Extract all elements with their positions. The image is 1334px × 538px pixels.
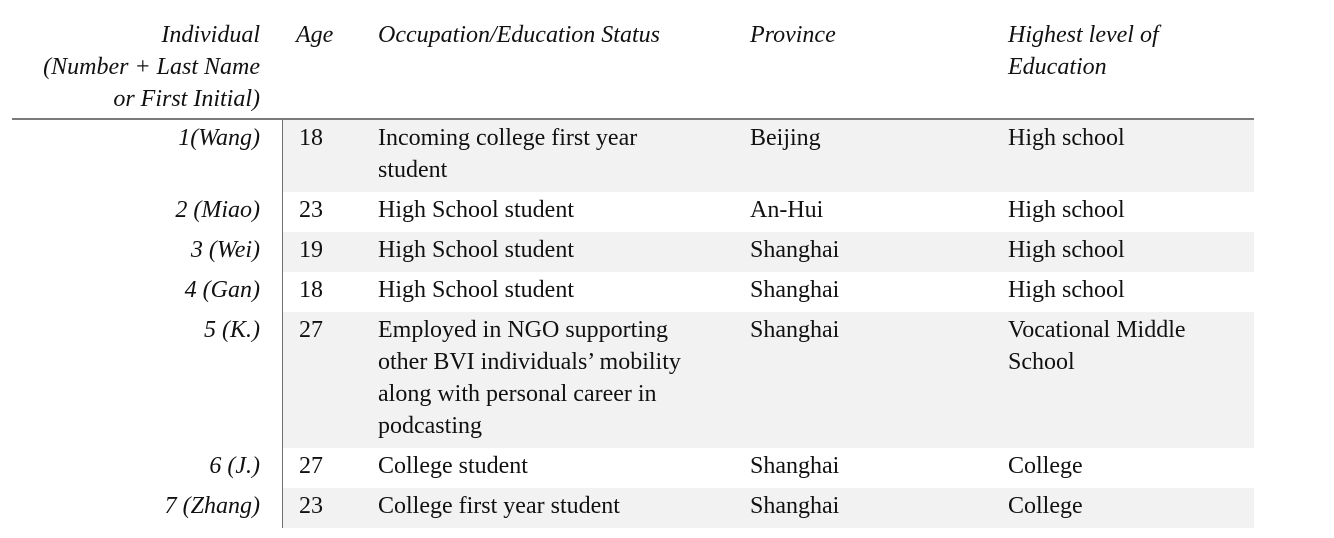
header-education-line: Highest level of <box>1008 22 1159 48</box>
cell-occupation <box>364 120 750 192</box>
header-education <box>1008 0 1254 118</box>
cell-occupation: College first year student <box>364 488 750 528</box>
participants-table <box>12 0 1254 528</box>
table-row <box>12 120 1254 192</box>
cell-individual: 2 (Miao) <box>12 192 282 232</box>
cell-occupation-line: other BVI individuals’ mobility <box>378 349 681 375</box>
cell-occupation-line: podcasting <box>378 413 482 439</box>
table-row <box>12 192 1254 232</box>
cell-education: College <box>1008 448 1254 488</box>
table-row <box>12 232 1254 272</box>
cell-age: 23 <box>282 488 364 528</box>
cell-occupation: College student <box>364 448 750 488</box>
header-individual-line: (Number + Last Name <box>43 54 260 80</box>
cell-education: High school <box>1008 272 1254 312</box>
cell-education-line: School <box>1008 349 1075 375</box>
cell-age: 19 <box>282 232 364 272</box>
cell-province: Shanghai <box>750 448 1008 488</box>
cell-age: 27 <box>282 448 364 488</box>
cell-province: Shanghai <box>750 488 1008 528</box>
cell-individual: 6 (J.) <box>12 448 282 488</box>
cell-age: 18 <box>282 120 364 192</box>
cell-age: 27 <box>282 312 364 448</box>
cell-province: Shanghai <box>750 272 1008 312</box>
cell-age: 18 <box>282 272 364 312</box>
cell-education-line: Vocational Middle <box>1008 317 1186 343</box>
table-header-row <box>12 0 1254 120</box>
cell-education: High school <box>1008 120 1254 192</box>
cell-education: High school <box>1008 232 1254 272</box>
cell-education: High school <box>1008 192 1254 232</box>
cell-occupation: High School student <box>364 232 750 272</box>
header-individual-line: or First Initial) <box>113 86 260 112</box>
cell-occupation: High School student <box>364 192 750 232</box>
cell-occupation-line: student <box>378 157 448 183</box>
cell-education <box>1008 312 1254 448</box>
header-occupation: Occupation/Education Status <box>378 22 660 48</box>
table-row <box>12 488 1254 528</box>
cell-province: Shanghai <box>750 232 1008 272</box>
cell-individual: 1(Wang) <box>12 120 282 192</box>
table-row <box>12 272 1254 312</box>
cell-individual: 7 (Zhang) <box>12 488 282 528</box>
cell-individual: 4 (Gan) <box>12 272 282 312</box>
header-individual-line: Individual <box>161 22 260 48</box>
cell-individual: 5 (K.) <box>12 312 282 448</box>
cell-occupation-line: Incoming college first year <box>378 125 638 151</box>
cell-occupation-line: along with personal career in <box>378 381 657 407</box>
header-education-line: Education <box>1008 54 1107 80</box>
header-province: Province <box>750 22 836 48</box>
cell-province: Shanghai <box>750 312 1008 448</box>
cell-occupation: High School student <box>364 272 750 312</box>
cell-occupation-line: Employed in NGO supporting <box>378 317 668 343</box>
cell-province: An-Hui <box>750 192 1008 232</box>
table-row <box>12 448 1254 488</box>
cell-individual: 3 (Wei) <box>12 232 282 272</box>
cell-province: Beijing <box>750 120 1008 192</box>
header-individual <box>12 0 282 118</box>
header-age: Age <box>296 22 334 48</box>
cell-age: 23 <box>282 192 364 232</box>
table-row <box>12 312 1254 448</box>
cell-occupation <box>364 312 750 448</box>
cell-education: College <box>1008 488 1254 528</box>
